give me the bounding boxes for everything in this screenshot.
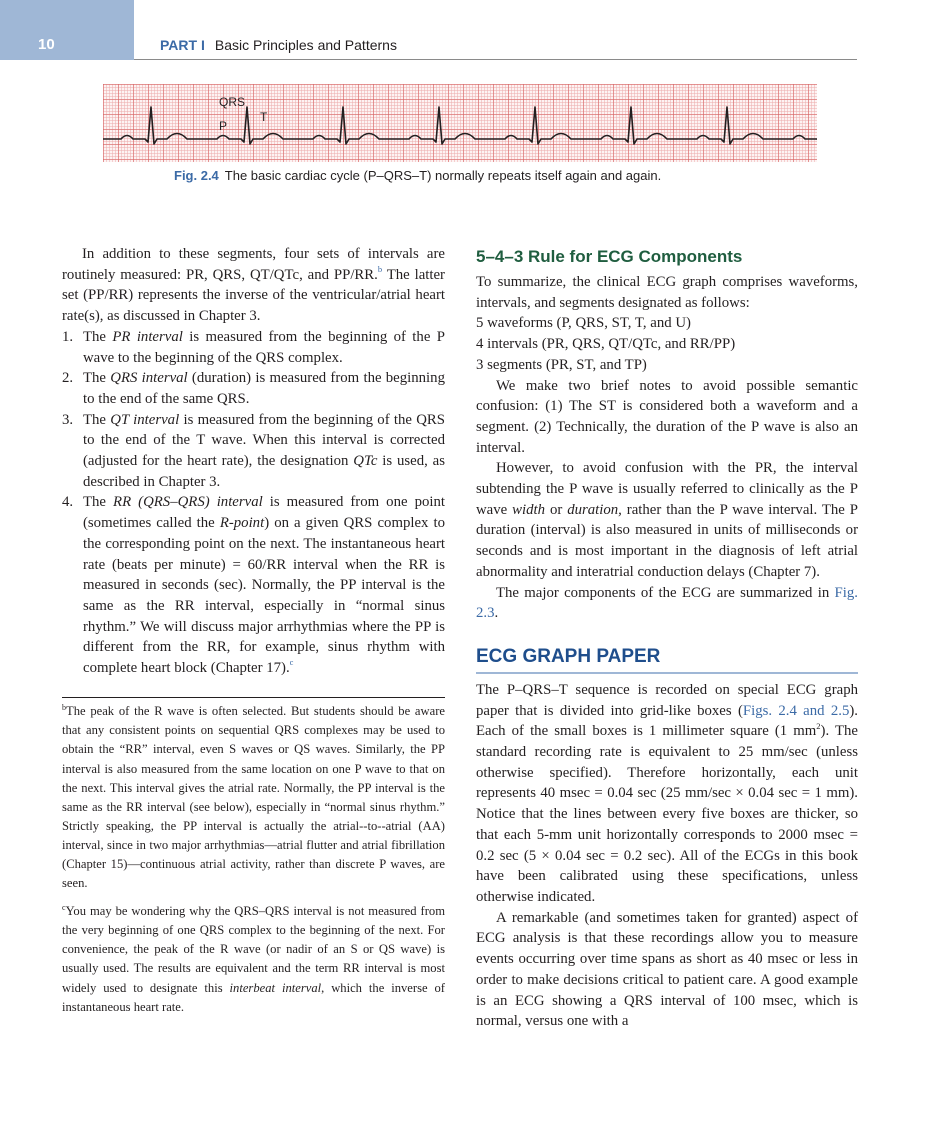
t-wave-label: T xyxy=(260,110,268,124)
footnote-c: $^c$You may be wondering why the QRS–QRS interval is not measured from the very beginning of one QRS complex to the beginning of the next. For convenience, the peak of the R wave (or nadir of an S or QS wave) is usually used. The results are equivalent and the term RR interval is most widely used to designate this interbeat interval, which the inverse of instantaneous heart rate. xyxy=(62,903,446,1014)
figure-number: Fig. 2.4 xyxy=(174,168,219,183)
footnote-b: $^b$The peak of the R wave is often selected. But students should be aware that any consistent points on sequential QRS complexes may be used to obtain the “RR” interval, even S waves or QS waves. Similarly, the PP interval is also measured from the same location on one P wave to that on the next. This interval gives the atrial rate. Normally, the PP interval is the same as the RR interval (see below), especially in “normal sinus rhythm.” Strictly speaking, the PP interval is actually the atrial--to--atrial (AA) interval, since in two major arrhythmias—atrial flutter and atrial fibrillation (Chapter 15)—continuous atrial activity, rather than discrete P waves, are seen. xyxy=(62,703,445,891)
list-item: 2. The QRS interval (duration) is measured from the beginning to the end of the same QRS. xyxy=(62,370,445,407)
header-rule xyxy=(134,59,857,60)
remarkable-paragraph: A remarkable (and sometimes taken for granted) aspect of ECG analysis is that these recordings allow you to measure events occurring over time spans as short as 40 msec or less in order to make decisions critical to patient care. A good example is an ECG showing a QRS interval of 100 msec, which is normal, versus one with a xyxy=(476,909,858,1030)
intervals-intro-paragraph: In addition to these segments, four sets of intervals are routinely measured: PR, QRS, QT/QTc, and PP/RR.$^b$ The latter set (PP/RR) represents the inverse of the ventricular/atrial heart rate(s), as discussed in Chapter 3. xyxy=(62,246,445,325)
page-number: 10 xyxy=(38,36,55,53)
footnote-ref-b[interactable]: b xyxy=(377,263,383,274)
summary-segments: 3 segments (PR, ST, and TP) xyxy=(476,356,647,373)
part-title: Basic Principles and Patterns xyxy=(214,37,397,53)
components-paragraph: The major components of the ECG are summarized in Fig. 2.3. xyxy=(476,584,858,622)
part-label: PART I xyxy=(160,37,205,53)
running-header xyxy=(160,37,397,53)
figs-2-4-2-5-link[interactable]: Figs. 2.4 and 2.5 xyxy=(742,702,850,719)
list-item: 4. The RR (QRS–QRS) interval is measured from one point (sometimes called the R-point) on a given QRS complex to the corresponding point on the next. The instantaneous heart rate (beats per minute) = 60/RR interval when the RR is measured in seconds (sec). Normally, the PP interval is the same as the RR interval, especially in “normal sinus rhythm.” We will discuss major arrhythmias where the PP is different from the RR, for example, sinus rhythm with complete heart block (Chapter 17).$^c$ xyxy=(62,494,445,677)
qrs-wave-label: QRS xyxy=(219,95,246,109)
footnote-rule xyxy=(62,697,445,699)
list-item: 1. The PR interval is measured from the beginning of the P wave to the beginning of the QRS complex. xyxy=(62,328,445,366)
page-number-tab xyxy=(0,0,134,60)
list-item: 3. The QT interval is measured from the beginning of the QRS to the end of the T wave. When this interval is corrected (adjusted for the heart rate), the designation QTc is used, as described in Chapter 3. xyxy=(62,411,445,490)
ecg-waveform xyxy=(103,107,817,144)
section-heading: ECG GRAPH PAPER xyxy=(476,644,858,674)
interval-list xyxy=(62,327,445,679)
fig-2-3-link[interactable]: Fig. 2.3 xyxy=(476,584,858,622)
summary-intervals: 4 intervals (PR, QRS, QT/QTc, and RR/PP) xyxy=(476,336,736,353)
ecg-strip-figure xyxy=(103,84,817,162)
right-column xyxy=(476,244,858,1032)
figure-caption xyxy=(174,168,661,183)
rule-heading: 5–4–3 Rule for ECG Components xyxy=(476,247,743,266)
graph-paper-paragraph: The P–QRS–T sequence is recorded on special ECG graph paper that is divided into grid-like boxes (Figs. 2.4 and 2.5). Each of the small boxes is 1 millimeter square (1 $mm^2$). The standard recording rate is equivalent to 25 mm/sec (unless otherwise specified). Therefore horizontally, each unit represents 40 msec = 0.04 sec (25 mm/sec × 0.04 sec = 1 mm). Notice that the lines between every five boxes are thicker, so that each 5-mm unit horizontally corresponds to 2000 msec = 0.2 sec (5 × 0.04 sec = 0.2 sec). All of the ECGs in this book have been calibrated using these specifications, unless otherwise indicated. xyxy=(476,681,858,905)
summary-waveforms: 5 waveforms (P, QRS, ST, T, and U) xyxy=(476,315,691,332)
semantic-notes-paragraph: We make two brief notes to avoid possible semantic confusion: (1) The ST is considered both a waveform and a segment. (2) Technically, the duration of the P wave is also an interval. xyxy=(476,377,858,456)
p-wave-width-paragraph: However, to avoid confusion with the PR, the interval subtending the P wave is usually referred to clinically as the P wave width or duration, rather than the P wave interval. The P duration (interval) is also measured in units of milliseconds or seconds and is most important in the diagnosis of left atrial abnormality and interatrial conduction delays (Chapter 7). xyxy=(476,460,858,580)
p-wave-label: P xyxy=(219,119,228,133)
left-column xyxy=(62,244,445,1017)
ecg-trace xyxy=(103,84,817,162)
summary-intro: To summarize, the clinical ECG graph comprises waveforms, intervals, and segments designated as follows: xyxy=(476,274,858,311)
footnote-ref-c[interactable]: c xyxy=(289,657,294,668)
figure-caption-text: The basic cardiac cycle (P–QRS–T) normally repeats itself again and again. xyxy=(224,168,662,183)
